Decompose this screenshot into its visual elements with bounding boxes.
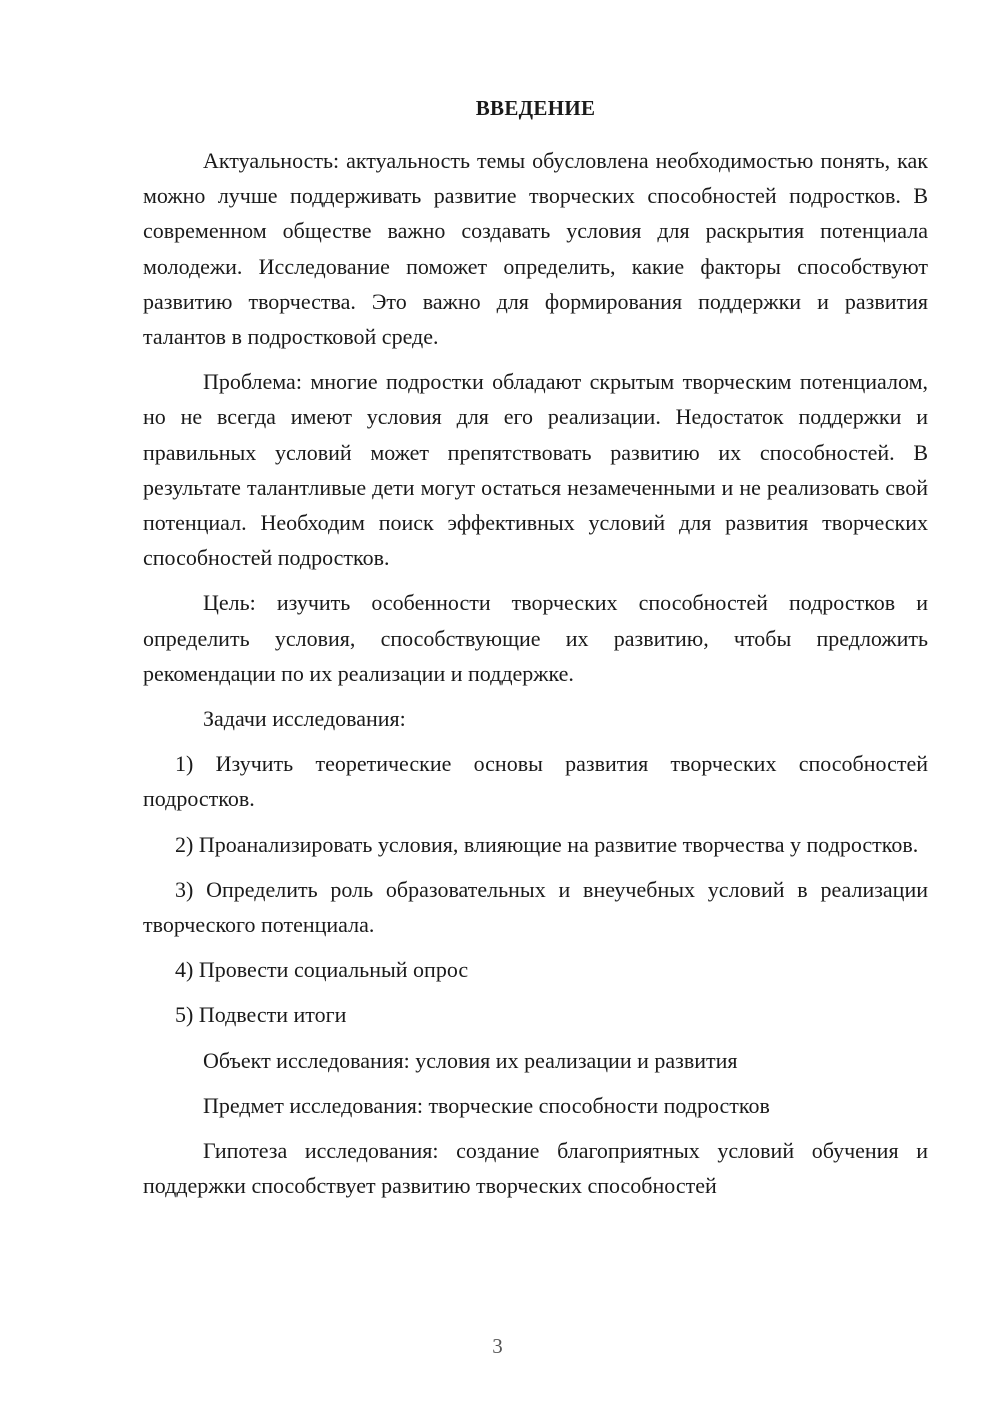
document-body: [143, 143, 928, 1213]
research-hypothesis: Гипотеза исследования: создание благоприятных условий обучения и поддержки способствует развитию творческих способностей: [143, 1138, 928, 1199]
task-item-5: 5) Подвести итоги: [175, 1002, 347, 1028]
page-title: ВВЕДЕНИЕ: [475, 96, 596, 120]
task-item-1: 1) Изучить теоретические основы развития творческих способностей подростков.: [143, 751, 928, 812]
task-item-4: 4) Провести социальный опрос: [175, 957, 469, 983]
tasks-heading: Задачи исследования:: [203, 706, 406, 732]
goal-paragraph: Цель: изучить особенности творческих способностей подростков и определить условия, способствующие их развитию, чтобы предложить рекомендации по их реализации и поддержке.: [143, 590, 928, 686]
task-item-2: 2) Проанализировать условия, влияющие на развитие творчества у подростков.: [175, 831, 919, 857]
page-number: 3: [492, 1334, 503, 1358]
research-subject: Предмет исследования: творческие способности подростков: [203, 1092, 770, 1118]
task-item-3: 3) Определить роль образовательных и внеучебных условий в реализации творческого потенциала.: [143, 876, 928, 938]
problem-paragraph: Проблема: многие подростки обладают скрытым творческим потенциалом, но не всегда имеют условия для его реализации. Недостаток поддержки и правильных условий может препятствовать развитию их способностей. В результате талантливые дети могут остаться незамеченными и не реализовать свой потенциал. Необходим поиск эффективных условий для развития творческих способностей подростков.: [143, 369, 928, 571]
research-object: Объект исследования: условия их реализации и развития: [203, 1047, 738, 1073]
relevance-paragraph: Актуальность: актуальность темы обусловлена необходимостью понять, как можно лучше поддерживать развитие творческих способностей подростков. В современном обществе важно создавать условия для раскрытия потенциала молодежи. Исследование поможет определить, какие факторы способствуют развитию творчества. Это важно для формирования поддержки и развития талантов в подростковой среде.: [143, 148, 928, 350]
